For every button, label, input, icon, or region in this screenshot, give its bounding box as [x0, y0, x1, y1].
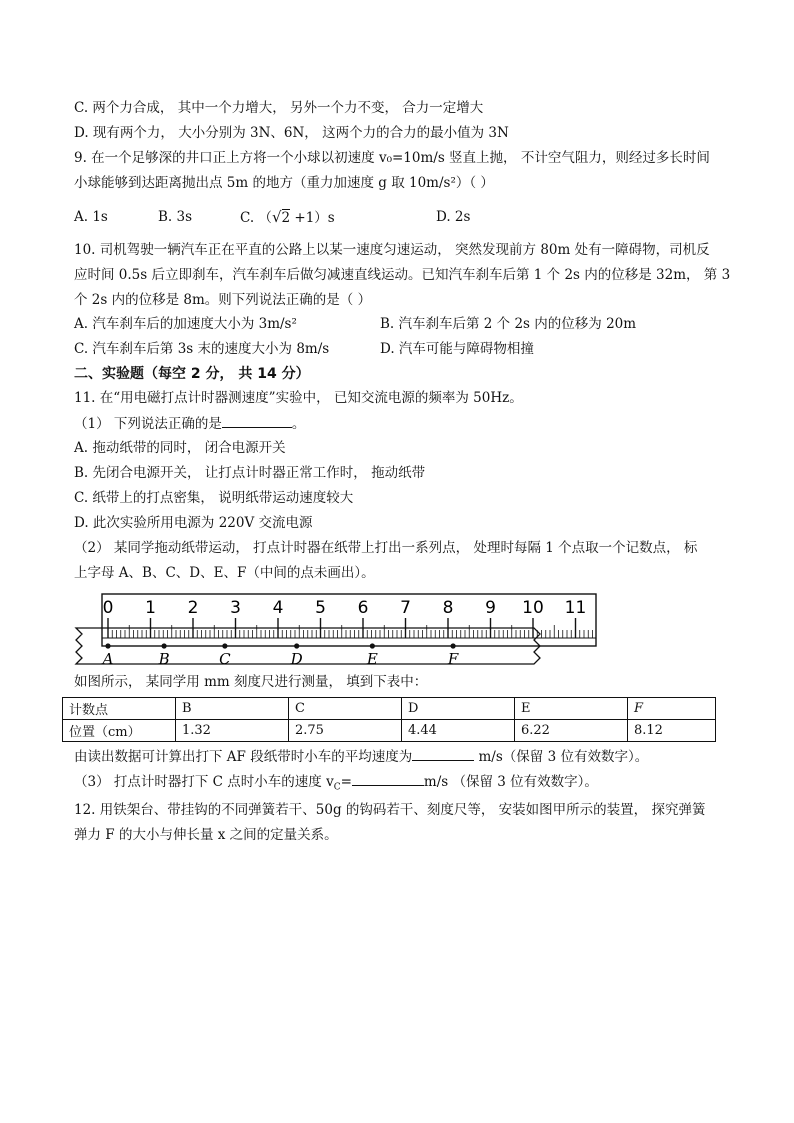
q9-option-c-suffix: +1）s	[294, 210, 335, 226]
answer-blank-1[interactable]	[222, 413, 292, 428]
q11-part3-subscript: C	[333, 782, 341, 793]
tape-dot-d	[294, 643, 299, 648]
ruler-number-4: 4	[272, 598, 284, 618]
table-cell: 1.32	[176, 720, 289, 742]
tape-label-a: A	[102, 650, 114, 668]
position-table	[62, 697, 716, 742]
q9-option-b: B. 3s	[158, 209, 193, 225]
q11-part2-line2: 上字母 A、B、C、D、E、F（中间的点未画出）。	[74, 565, 375, 581]
ruler-number-7: 7	[400, 598, 411, 618]
q11-part3-unit: m/s （保留 3 位有效数字）。	[423, 774, 598, 790]
table-cell: D	[402, 698, 515, 720]
ruler-number-6: 6	[357, 598, 369, 618]
table-cell: B	[176, 698, 289, 720]
tape-label-f: F	[447, 650, 459, 668]
q9-option-a: A. 1s	[74, 209, 108, 225]
table-cell: F	[628, 698, 716, 720]
ruler-number-3: 3	[230, 598, 241, 618]
table-header-row	[63, 698, 716, 720]
q11-part1-end: 。	[291, 416, 306, 432]
q10-option-c: C. 汽车刹车后第 3s 末的速度大小为 8m/s	[74, 341, 330, 357]
ruler-number-0: 0	[102, 598, 114, 618]
q10-option-d: D. 汽车可能与障碍物相撞	[380, 341, 534, 357]
q11-part3	[74, 771, 734, 798]
ruler-tape-figure	[74, 588, 604, 674]
table-cell: 2.75	[289, 720, 402, 742]
q9-option-c	[240, 207, 335, 228]
tape-label-d: D	[290, 650, 303, 668]
ruler-number-8: 8	[442, 598, 454, 618]
table-cell: 8.12	[628, 720, 716, 742]
q11-option-d: D. 此次实验所用电源为 220V 交流电源	[74, 515, 313, 531]
tape-dot-c	[222, 643, 227, 648]
tape-dot-f	[451, 643, 456, 648]
q9-stem-line1: 9. 在一个足够深的井口正上方将一个小球以初速度 v₀=10m/s 竖直上抛， 不计空气阻力，则经过多长时间	[74, 150, 710, 166]
q10-stem-line2: 应时间 0.5s 后立即刹车，汽车刹车后做匀减速直线运动。已知汽车刹车后第 1 个 2s 内的位移是 32m， 第 3	[74, 267, 731, 283]
q11-option-c: C. 纸带上的打点密集， 说明纸带运动速度较大	[74, 490, 354, 506]
q11-average-speed	[74, 746, 734, 767]
table-cell: 计数点	[63, 698, 176, 720]
q11-option-a: A. 拖动纸带的同时， 闭合电源开关	[74, 440, 286, 456]
tape-label-c: C	[219, 650, 231, 668]
q12-stem-line2: 弹力 F 的大小与伸长量 x 之间的定量关系。	[74, 827, 338, 843]
q10-option-a: A. 汽车刹车后的加速度大小为 3m/s²	[74, 316, 297, 332]
table-row	[63, 720, 716, 742]
q11-part3-equals: =	[340, 774, 352, 790]
q11-part1-text: （1） 下列说法正确的是	[74, 416, 222, 432]
q11-average-unit: m/s（保留 3 位有效数字）。	[478, 749, 649, 765]
tape-dot-b	[162, 643, 167, 648]
answer-blank-2[interactable]	[412, 746, 474, 761]
q12-stem-line1: 12. 用铁架台、带挂钩的不同弹簧若干、50g 的钩码若干、刻度尺等， 安装如图甲所示的装置， 探究弹簧	[74, 802, 706, 818]
ruler-numbers	[103, 598, 587, 618]
q10-stem-line3: 个 2s 内的位移是 8m。则下列说法正确的是（ ）	[74, 292, 372, 308]
q8-option-c: C. 两个力合成， 其中一个力增大， 另外一个力不变， 合力一定增大	[74, 100, 484, 116]
q10-option-b: B. 汽车刹车后第 2 个 2s 内的位移为 20m	[380, 316, 637, 332]
table-cell: C	[289, 698, 402, 720]
q11-intro: 11. 在“用电磁打点计时器测速度”实验中， 已知交流电源的频率为 50Hz。	[74, 390, 523, 406]
q9-option-d: D. 2s	[436, 209, 471, 225]
table-cell: 4.44	[402, 720, 515, 742]
q10-stem-line1: 10. 司机驾驶一辆汽车正在平直的公路上以某一速度匀速运动， 突然发现前方 80m 处有一障碍物，司机反	[74, 242, 710, 258]
table-cell: 位置（cm）	[63, 720, 176, 742]
q9-option-c-prefix: C. （	[240, 210, 272, 226]
q11-average-text: 由读出数据可计算出打下 AF 段纸带时小车的平均速度为	[74, 749, 413, 765]
q11-part3-text: （3） 打点计时器打下 C 点时小车的速度 v	[74, 774, 334, 790]
tape-label-e: E	[366, 650, 378, 668]
table-cell: E	[515, 698, 628, 720]
ruler-number-5: 5	[315, 598, 326, 618]
tape-dot-e	[370, 643, 375, 648]
ruler-number-11: 11	[564, 598, 587, 618]
q11-part2-line1: （2） 某同学拖动纸带运动， 打点计时器在纸带上打出一系列点， 处理时每隔 1 个点取一个记数点， 标	[74, 540, 698, 556]
section-title: 二、实验题（每空 2 分， 共 14 分）	[74, 366, 310, 382]
q11-measure-note: 如图所示， 某同学用 mm 刻度尺进行测量， 填到下表中：	[74, 674, 428, 690]
tape-dot-a	[105, 643, 110, 648]
table-cell: 6.22	[515, 720, 628, 742]
q9-option-c-radicand: 2	[281, 210, 291, 226]
ruler-number-10: 10	[522, 598, 544, 618]
q9-stem-line2: 小球能够到达距离抛出点 5m 的地方（重力加速度 g 取 10m/s²）（ ）	[74, 175, 494, 191]
ruler-number-9: 9	[485, 598, 496, 618]
sqrt-symbol: √	[271, 208, 282, 226]
q11-option-b: B. 先闭合电源开关， 让打点计时器正常工作时， 拖动纸带	[74, 465, 426, 481]
ruler-number-2: 2	[187, 598, 199, 618]
q8-option-d: D. 现有两个力， 大小分别为 3N、6N， 这两个力的合力的最小值为 3N	[74, 125, 509, 141]
ruler-number-1: 1	[145, 598, 156, 618]
answer-blank-3[interactable]	[352, 771, 424, 786]
tape-label-b: B	[158, 650, 170, 668]
q11-part1	[74, 413, 734, 434]
